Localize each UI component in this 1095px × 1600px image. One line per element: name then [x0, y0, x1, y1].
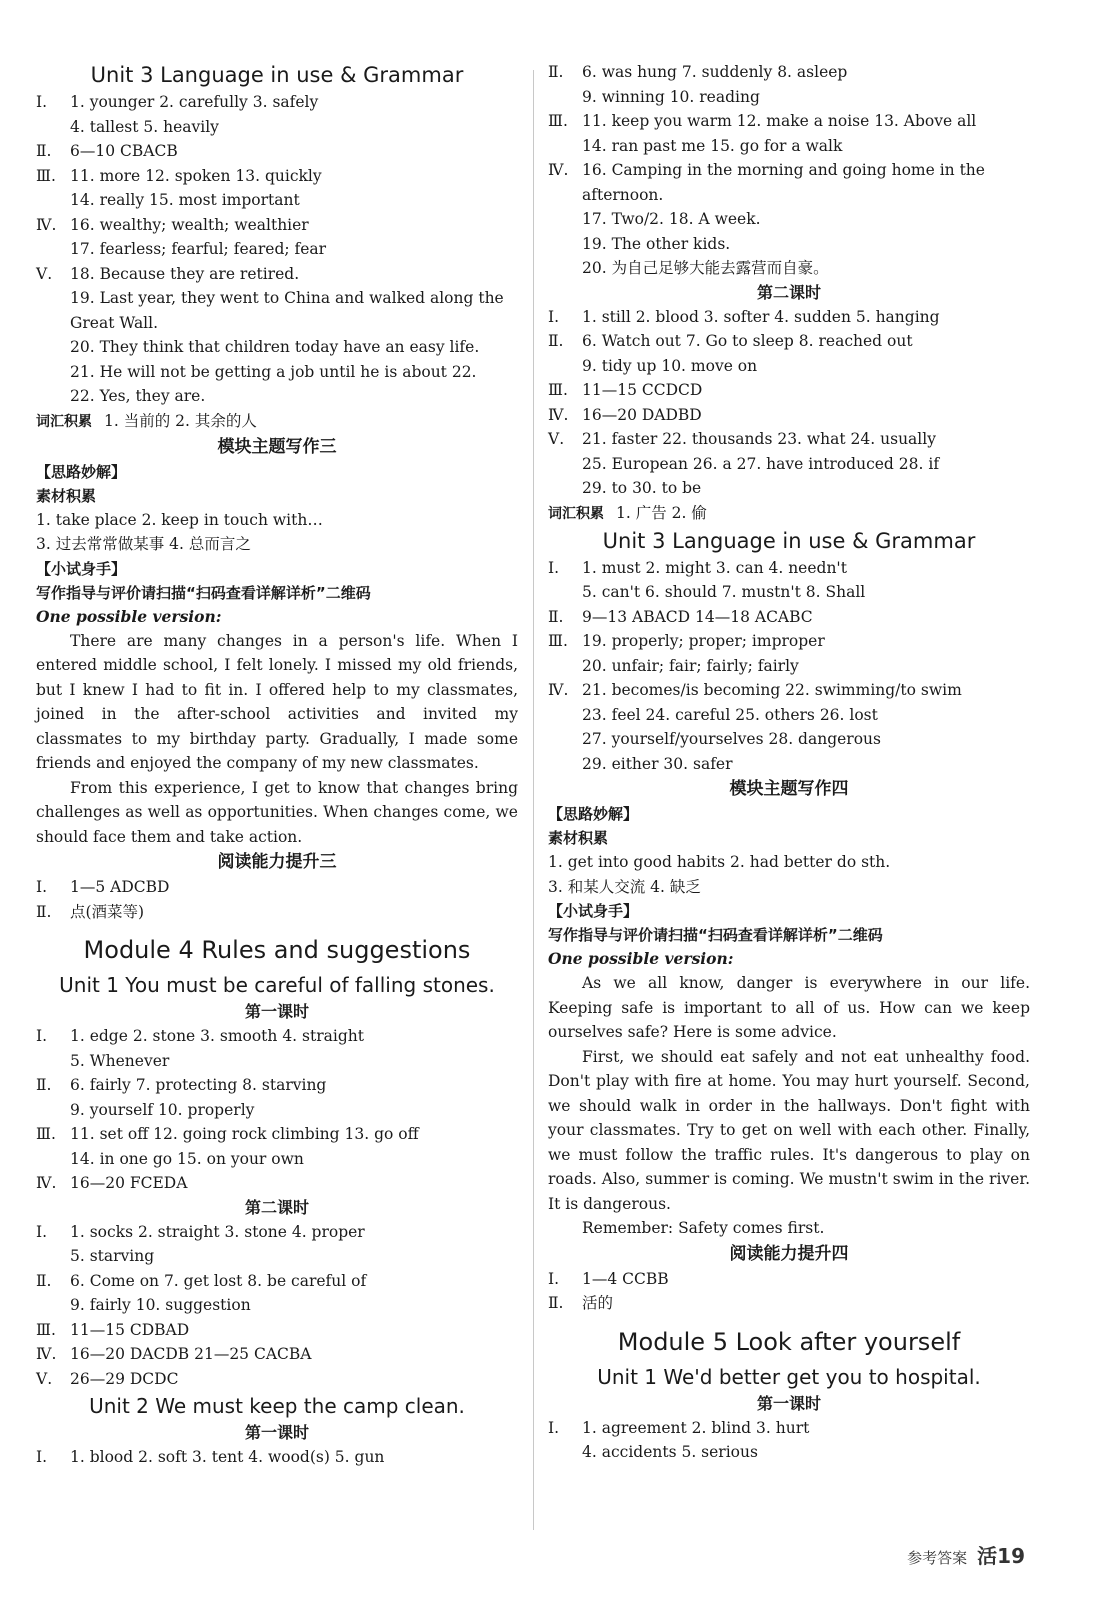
- answer-row: Ⅰ. 1. blood 2. soft 3. tent 4. wood(s) 5. gun: [36, 1448, 385, 1466]
- answer-row: 29. either 30. safer: [582, 754, 733, 773]
- answer-row: 20. unfair; fair; fairly; fairly: [582, 656, 799, 675]
- vocab-row: 词汇积累 1. 广告 2. 偷: [548, 503, 707, 522]
- unit-heading: Unit 2 We must keep the camp clean.: [89, 1394, 465, 1418]
- answer-row: Ⅱ. 6. was hung 7. suddenly 8. asleep: [548, 63, 848, 81]
- version-label: One possible version:: [36, 606, 222, 626]
- answer-row: Ⅱ. 6. Watch out 7. Go to sleep 8. reached out: [548, 332, 913, 350]
- module-heading: Module 4 Rules and suggestions: [83, 936, 471, 964]
- answer-row: 17. fearless; fearful; feared; fear: [70, 240, 327, 258]
- answer-row: Ⅰ. 1—4 CCBB: [548, 1269, 669, 1288]
- answer-row: 21. He will not be getting a job until he is about 22.: [70, 362, 477, 381]
- left-column: [36, 60, 518, 1470]
- answer-row: Ⅴ. 21. faster 22. thousands 23. what 24. usually: [548, 430, 936, 448]
- scan-note: 写作指导与评价请扫描“扫码查看详解详析”二维码: [36, 583, 371, 602]
- answer-row: 5. can't 6. should 7. mustn't 8. Shall: [582, 583, 866, 601]
- material-row: 3. 过去常常做某事 4. 总而言之: [36, 535, 251, 553]
- material-label: 素材积累: [548, 829, 609, 847]
- page-number: 活19: [977, 1544, 1025, 1568]
- answer-row: 9. winning 10. reading: [582, 87, 760, 106]
- answer-row: Ⅳ. 21. becomes/is becoming 22. swimming/to swim: [548, 681, 962, 699]
- answer-row: Ⅰ. 1. socks 2. straight 3. stone 4. proper: [36, 1222, 365, 1241]
- page-footer: [907, 1540, 1025, 1569]
- answer-row: 4. accidents 5. serious: [582, 1443, 758, 1461]
- thinking-label: 【思路妙解】: [36, 462, 127, 481]
- answer-row: 20. They think that children today have an easy life.: [70, 338, 480, 356]
- answer-row: 19. Last year, they went to China and walked along the Great Wall.: [70, 289, 504, 332]
- section-heading: 模块主题写作四: [729, 779, 849, 799]
- answer-row: Ⅱ. 6—10 CBACB: [36, 142, 178, 160]
- answer-row: 9. fairly 10. suggestion: [70, 1296, 251, 1314]
- try-label: 【小试身手】: [36, 559, 127, 578]
- essay: [36, 629, 518, 850]
- answer-row: 29. to 30. to be: [582, 479, 702, 497]
- answer-row: Ⅴ. 18. Because they are retired.: [36, 264, 300, 283]
- material-label: 素材积累: [36, 486, 97, 505]
- version-label: One possible version:: [548, 949, 734, 968]
- thinking-label: 【思路妙解】: [548, 805, 639, 823]
- answer-row: 20. 为自己足够大能去露营而自豪。: [582, 259, 829, 277]
- answer-row: 17. Two/2. 18. A week.: [582, 210, 761, 228]
- answer-row: Ⅳ. 16—20 FCEDA: [36, 1174, 188, 1192]
- answer-row: Ⅰ. 1. agreement 2. blind 3. hurt: [548, 1418, 810, 1437]
- unit-heading: Unit 1 We'd better get you to hospital.: [597, 1364, 981, 1389]
- section-heading: 阅读能力提升四: [729, 1243, 849, 1264]
- answer-row: Ⅲ. 11—15 CCDCD: [548, 381, 703, 399]
- lesson-heading: 第一课时: [756, 1393, 821, 1413]
- essay-paragraph: Remember: Safety comes first.: [582, 1219, 825, 1237]
- answer-row: 14. ran past me 15. go for a walk: [582, 136, 843, 155]
- right-column: [548, 60, 1030, 1465]
- answer-row: Ⅲ. 11. more 12. spoken 13. quickly: [36, 166, 322, 185]
- answer-row: Ⅰ. 1. edge 2. stone 3. smooth 4. straight: [36, 1027, 364, 1045]
- answer-row: Ⅲ. 11. set off 12. going rock climbing 13. go off: [36, 1125, 419, 1143]
- answer-row: Ⅲ. 19. properly; proper; improper: [548, 632, 825, 650]
- unit-heading: Unit 3 Language in use & Grammar: [602, 528, 976, 553]
- answer-row: 27. yourself/yourselves 28. dangerous: [582, 730, 881, 748]
- section-heading: 阅读能力提升三: [217, 852, 337, 872]
- try-label: 【小试身手】: [548, 902, 639, 920]
- answer-row: Ⅲ. 11—15 CDBAD: [36, 1320, 190, 1339]
- material-row: 1. get into good habits 2. had better do sth.: [548, 853, 891, 871]
- answer-row: 5. Whenever: [70, 1051, 170, 1070]
- essay-paragraph: From this experience, I get to know that changes bring challenges as well as opportunities. When changes come, we should face them and take action.: [36, 778, 518, 846]
- answer-row: 9. yourself 10. properly: [70, 1100, 255, 1119]
- answer-row: Ⅱ. 点(酒菜等): [36, 902, 145, 921]
- answer-row: Ⅳ. 16. Camping in the morning and going home in the afternoon.: [548, 161, 985, 204]
- scan-note: 写作指导与评价请扫描“扫码查看详解详析”二维码: [548, 926, 883, 944]
- material-row: 3. 和某人交流 4. 缺乏: [548, 877, 701, 896]
- footer-label: 参考答案: [907, 1549, 968, 1567]
- unit-heading: Unit 3 Language in use & Grammar: [90, 63, 464, 87]
- answer-row: 23. feel 24. careful 25. others 26. lost: [582, 705, 878, 724]
- answer-row: Ⅰ. 1. still 2. blood 3. softer 4. sudden 5. hanging: [548, 307, 940, 326]
- essay-paragraph: As we all know, danger is everywhere in our life. Keeping safe is important to all of us. How can we keep ourselves safe? Here is some advice.: [548, 974, 1030, 1041]
- lesson-heading: 第一课时: [244, 1423, 309, 1442]
- answer-row: Ⅱ. 9—13 ABACD 14—18 ACABC: [548, 607, 813, 626]
- answer-row: 22. Yes, they are.: [70, 387, 206, 405]
- answer-row: 5. starving: [70, 1247, 155, 1265]
- answer-row: 14. in one go 15. on your own: [70, 1149, 304, 1168]
- answer-row: Ⅰ. 1. must 2. might 3. can 4. needn't: [548, 558, 847, 577]
- answer-row: Ⅳ. 16—20 DACDB 21—25 CACBA: [36, 1345, 312, 1363]
- answer-row: 9. tidy up 10. move on: [582, 356, 758, 375]
- essay-paragraph: First, we should eat safely and not eat unhealthy food. Don't play with fire at home. You may hurt yourself. Second, we should walk in order in the hallways. Don't fight with your classmates. Try to get on well with each other. Finally, we must follow the traffic rules. It's dangerous to play on roads. Also, summer is coming. We mustn't swim in the river. It is dangerous.: [548, 1047, 1030, 1213]
- column-divider: [533, 70, 534, 1530]
- lesson-heading: 第二课时: [756, 282, 821, 302]
- answer-row: Ⅰ. 1—5 ADCBD: [36, 878, 170, 896]
- answer-row: Ⅱ. 6. fairly 7. protecting 8. starving: [36, 1076, 327, 1094]
- answer-row: 4. tallest 5. heavily: [70, 117, 219, 136]
- answer-row: Ⅴ. 26—29 DCDC: [36, 1369, 179, 1388]
- answer-row: Ⅰ. 1. younger 2. carefully 3. safely: [36, 93, 319, 111]
- lesson-heading: 第二课时: [244, 1197, 309, 1217]
- essay-paragraph: There are many changes in a person's life. When I entered middle school, I felt lonely. I missed my old friends, but I knew I had to fit in. I offered help to my classmates, joined in the after-school activities and invited my classmates to my birthday party. Gradually, I made some friends and enjoyed the company of my new classmates.: [36, 631, 518, 772]
- material-row: 1. take place 2. keep in touch with…: [36, 510, 323, 529]
- lesson-heading: 第一课时: [244, 1002, 309, 1021]
- essay: [548, 971, 1030, 1241]
- section-heading: 模块主题写作三: [217, 436, 337, 457]
- unit-heading: Unit 1 You must be careful of falling stones.: [59, 973, 495, 997]
- answer-row: 25. European 26. a 27. have introduced 28. if: [582, 454, 940, 473]
- answer-row: Ⅳ. 16. wealthy; wealth; wealthier: [36, 215, 309, 234]
- answer-row: Ⅱ. 活的: [548, 1294, 614, 1312]
- answer-row: Ⅳ. 16—20 DADBD: [548, 405, 702, 424]
- answer-row: 14. really 15. most important: [70, 191, 300, 209]
- answer-row: 19. The other kids.: [582, 234, 731, 253]
- vocab-row: 词汇积累 1. 当前的 2. 其余的人: [36, 411, 257, 430]
- answer-row: Ⅱ. 6. Come on 7. get lost 8. be careful of: [36, 1271, 367, 1290]
- answer-row: Ⅲ. 11. keep you warm 12. make a noise 13. Above all: [548, 112, 977, 130]
- module-heading: Module 5 Look after yourself: [617, 1327, 961, 1356]
